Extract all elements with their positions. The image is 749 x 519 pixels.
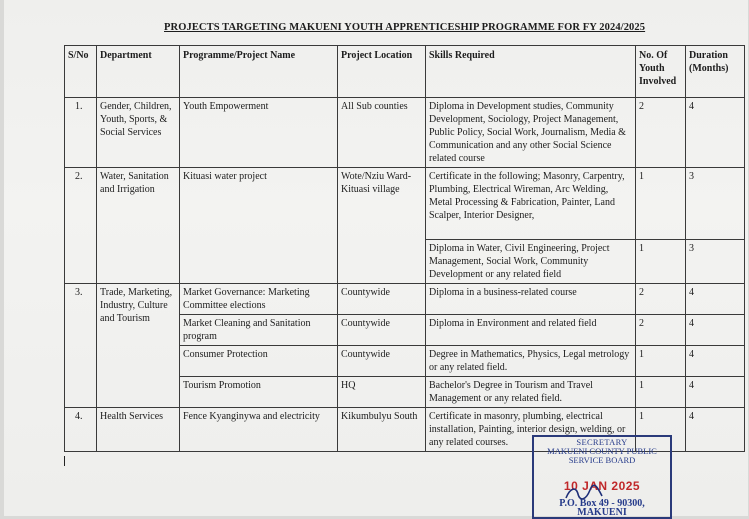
cell-duration: 4 <box>686 346 745 377</box>
cell-programme: Tourism Promotion <box>180 377 338 408</box>
header-sno: S/No <box>65 46 97 98</box>
cell-youth: 1 <box>636 168 686 240</box>
cell-skills: Certificate in masonry, plumbing, electrical installation, Painting, interior design, welding, or any related courses. <box>426 408 636 452</box>
cell-duration: 3 <box>686 168 745 240</box>
cell-skills: Diploma in Environment and related field <box>426 315 636 346</box>
header-youth: No. Of Youth Involved <box>636 46 686 98</box>
cell-department: Water, Sanitation and Irrigation <box>97 168 180 284</box>
cell-duration: 4 <box>686 315 745 346</box>
cell-skills: Certificate in the following; Masonry, Carpentry, Plumbing, Electrical Wireman, Arc Welding, Metal Processing & Fabrication, Painter, Land Scalper, Interior Designer, <box>426 168 636 240</box>
cell-duration: 4 <box>686 408 745 452</box>
table-row <box>65 168 745 240</box>
cell-location: HQ <box>338 377 426 408</box>
document-title: PROJECTS TARGETING MAKUENI YOUTH APPRENTICESHIP PROGRAMME FOR FY 2024/2025 <box>164 22 646 33</box>
stamp-title: SECRETARY <box>576 437 628 447</box>
cell-skills: Diploma in Development studies, Community Development, Sociology, Project Management, Public Policy, Social Work, Journalism, Media & Communication and any other Social Science related course <box>426 98 636 168</box>
document-page <box>4 0 748 516</box>
cell-skills: Bachelor's Degree in Tourism and Travel Management or any related field. <box>426 377 636 408</box>
cell-sno: 4. <box>65 408 97 452</box>
cell-youth: 1 <box>636 377 686 408</box>
cell-duration: 4 <box>686 98 745 168</box>
cell-youth: 1 <box>636 408 686 452</box>
cell-programme: Fence Kyanginywa and electricity <box>180 408 338 452</box>
cell-duration: 4 <box>686 377 745 408</box>
cell-sno: 2. <box>65 168 97 284</box>
cell-programme: Market Governance: Marketing Committee elections <box>180 284 338 315</box>
cell-duration: 4 <box>686 284 745 315</box>
cell-department: Health Services <box>97 408 180 452</box>
cell-location: Kikumbulyu South <box>338 408 426 452</box>
projects-table <box>64 45 745 452</box>
cell-skills: Degree in Mathematics, Physics, Legal metrology or any related field. <box>426 346 636 377</box>
header-location: Project Location <box>338 46 426 98</box>
cell-location: Countywide <box>338 315 426 346</box>
text-cursor <box>64 456 65 466</box>
header-department: Department <box>97 46 180 98</box>
cell-department: Trade, Marketing, Industry, Culture and Tourism <box>97 284 180 408</box>
cell-location: Countywide <box>338 346 426 377</box>
cell-location: All Sub counties <box>338 98 426 168</box>
cell-programme: Kituasi water project <box>180 168 338 284</box>
cell-department: Gender, Children, Youth, Sports, & Social Services <box>97 98 180 168</box>
cell-programme: Youth Empowerment <box>180 98 338 168</box>
cell-skills: Diploma in Water, Civil Engineering, Project Management, Social Work, Community Development or any related field <box>426 240 636 284</box>
cell-location: Countywide <box>338 284 426 315</box>
cell-skills: Diploma in a business-related course <box>426 284 636 315</box>
cell-sno: 1. <box>65 98 97 168</box>
signature-icon <box>564 484 604 502</box>
cell-programme: Consumer Protection <box>180 346 338 377</box>
stamp-address: P.O. Box 49 - 90300, <box>559 498 645 509</box>
header-programme: Programme/Project Name <box>180 46 338 98</box>
cell-programme: Market Cleaning and Sanitation program <box>180 315 338 346</box>
official-stamp <box>532 435 672 519</box>
stamp-org-2: SERVICE BOARD <box>568 455 636 465</box>
cell-location: Wote/Nziu Ward-Kituasi village <box>338 168 426 284</box>
table-header-row <box>65 46 745 98</box>
stamp-org: MAKUENI COUNTY PUBLIC <box>547 446 657 456</box>
header-duration: Duration (Months) <box>686 46 745 98</box>
cell-youth: 2 <box>636 315 686 346</box>
table-row <box>65 284 745 315</box>
cell-youth: 2 <box>636 284 686 315</box>
cell-duration: 3 <box>686 240 745 284</box>
table-row <box>65 98 745 168</box>
cell-youth: 2 <box>636 98 686 168</box>
header-skills: Skills Required <box>426 46 636 98</box>
stamp-town: MAKUENI <box>577 507 627 518</box>
cell-sno: 3. <box>65 284 97 408</box>
cell-youth: 1 <box>636 346 686 377</box>
cell-youth: 1 <box>636 240 686 284</box>
stamp-date: 10 JAN 2025 <box>563 479 641 493</box>
